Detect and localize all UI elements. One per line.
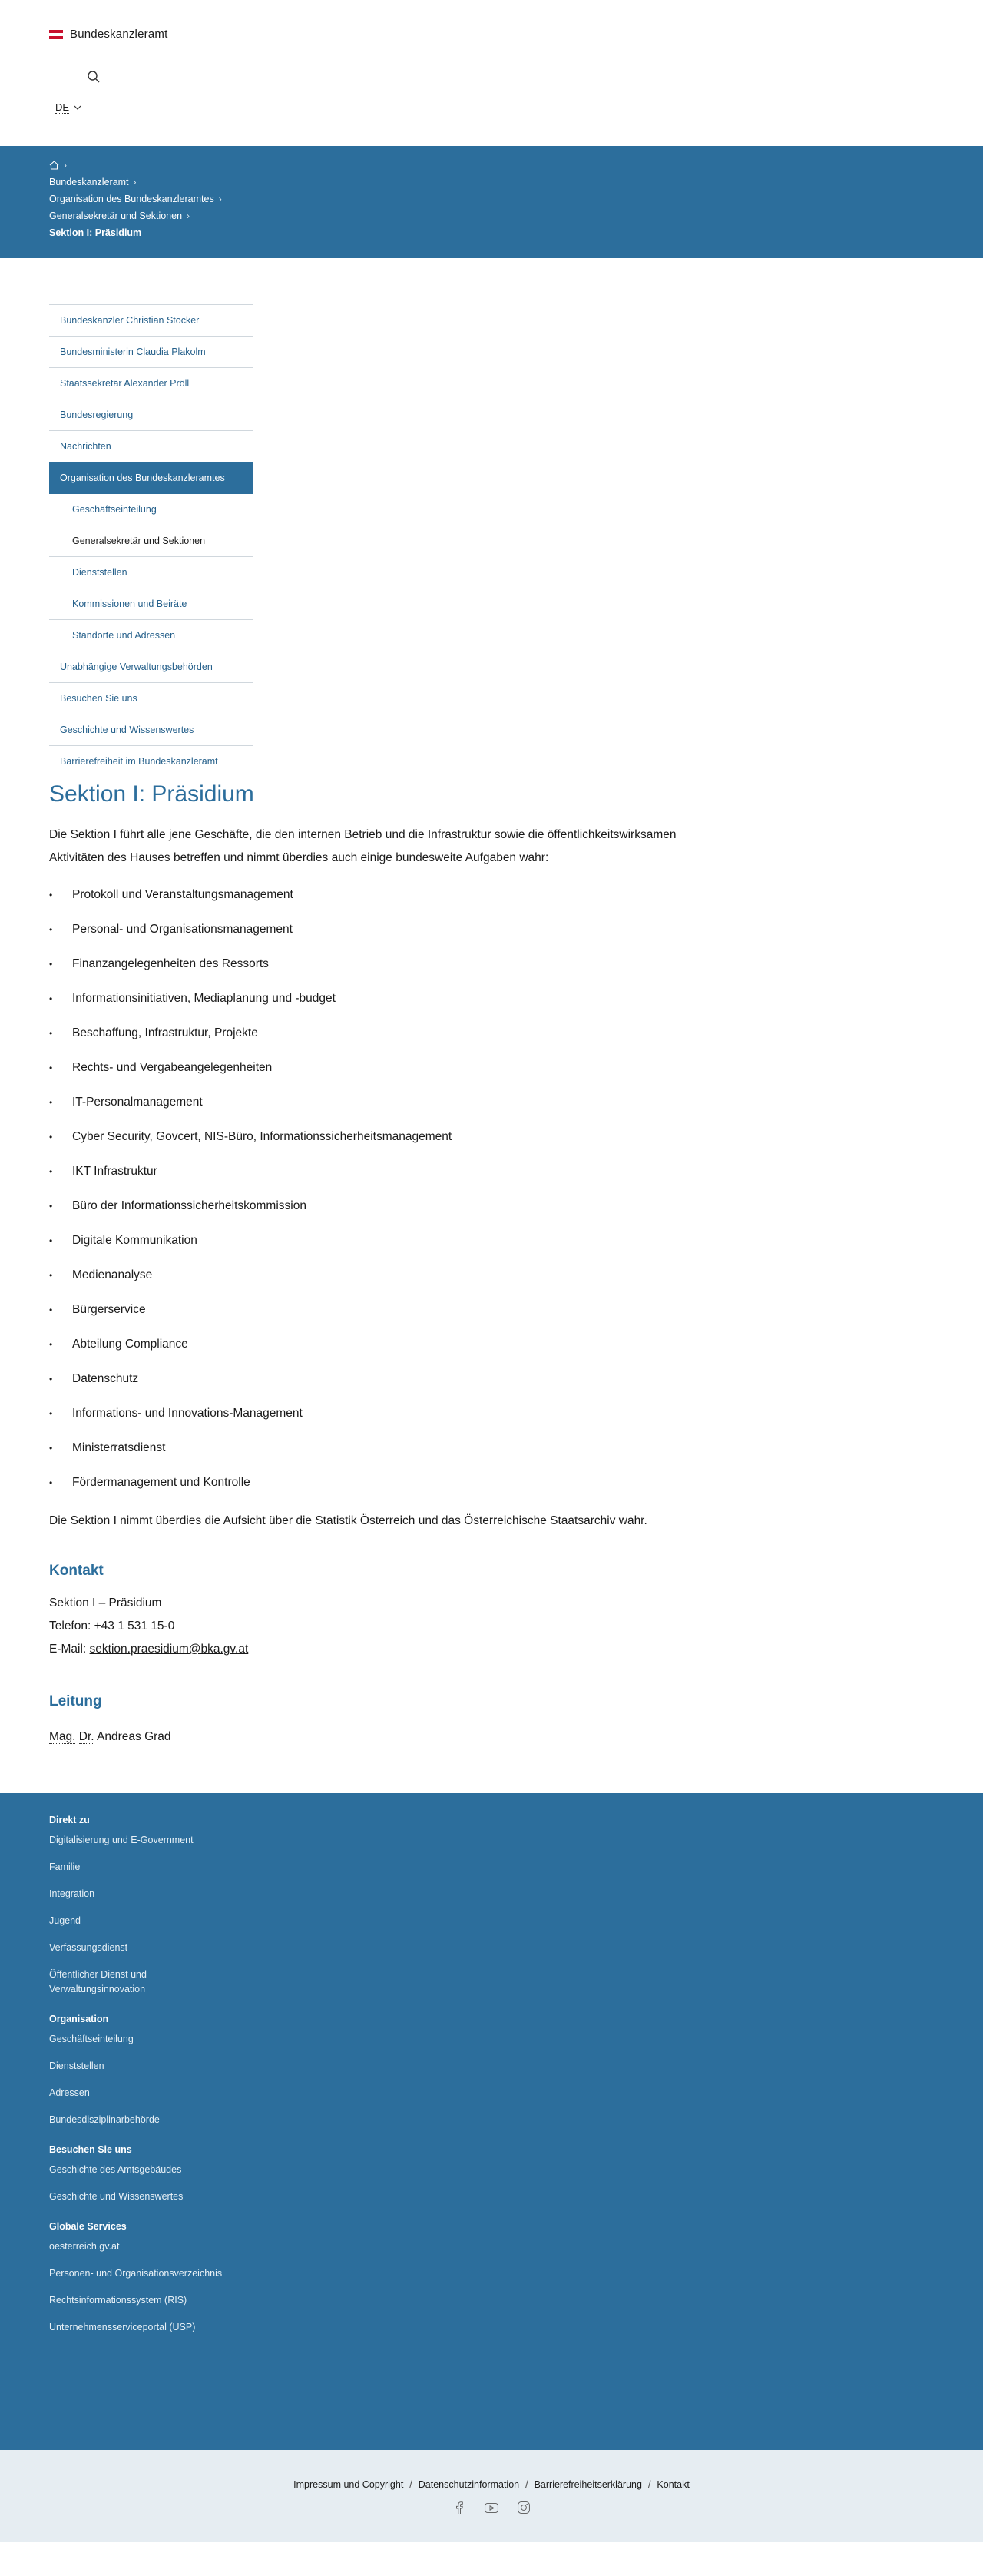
footer-link[interactable]: Personen- und Organisationsverzeichnis xyxy=(49,2268,223,2279)
leader-title: Mag. xyxy=(49,1730,76,1743)
legal-link[interactable]: Barrierefreiheitserklärung xyxy=(534,2479,642,2490)
leader xyxy=(49,1727,694,1747)
contact-email-link[interactable]: sektion.praesidium@bka.gv.at xyxy=(89,1643,249,1656)
footer-link[interactable]: oesterreich.gv.at xyxy=(49,2241,120,2252)
footer-link[interactable]: Integration xyxy=(49,1888,95,1899)
list-item: • Informationsinitiativen, Mediaplanung und -budget xyxy=(49,990,694,1025)
sidenav-item[interactable]: Nachrichten xyxy=(49,431,253,462)
footer-group-heading: Globale Services xyxy=(49,2221,127,2232)
contact-name: Sektion I – Präsidium xyxy=(49,1596,162,1610)
footer-link[interactable]: Jugend xyxy=(49,1915,81,1926)
footer-link[interactable]: Digitalisierung und E-Government xyxy=(49,1835,194,1845)
list-item: • Abteilung Compliance xyxy=(49,1336,694,1371)
intro-text: Die Sektion I führt alle jene Geschäfte, die den internen Betrieb und die Infrastruktur sowie die öffentlichkeitswirksamen Aktivitäten des Hauses betreffen und nimmt überdies auch einige bundesweite Aufgaben wahr: xyxy=(49,828,677,864)
list-item: • Informations- und Innovations-Management xyxy=(49,1405,694,1440)
legal-link[interactable]: Impressum und Copyright xyxy=(293,2479,404,2490)
list-item: • Fördermanagement und Kontrolle xyxy=(49,1474,694,1509)
language-switcher[interactable] xyxy=(55,101,81,114)
sidenav-subitem[interactable]: Standorte und Adressen xyxy=(49,620,253,651)
outro-text: Die Sektion I nimmt überdies die Aufsicht über die Statistik Österreich und das Österreichische Staatsarchiv wahr. xyxy=(49,1514,647,1527)
list-item: • Datenschutz xyxy=(49,1371,694,1405)
task-list xyxy=(49,887,694,1509)
sidenav-item[interactable]: Geschichte und Wissenswertes xyxy=(49,714,253,746)
sidenav-item-active[interactable]: Organisation des Bundeskanzleramtes xyxy=(49,462,253,494)
contact-email-line xyxy=(49,1638,694,1661)
list-item: • Bürgerservice xyxy=(49,1301,694,1336)
list-item: • IKT Infrastruktur xyxy=(49,1163,694,1198)
list-item: • Beschaffung, Infrastruktur, Projekte xyxy=(49,1025,694,1059)
language-code: DE xyxy=(55,101,70,113)
list-item: • Cyber Security, Govcert, NIS-Büro, Informationssicherheitsmanagement xyxy=(49,1129,694,1163)
site-logo[interactable] xyxy=(49,28,167,41)
footer-link[interactable]: Adressen xyxy=(49,2087,90,2098)
list-item: • Finanzangelegenheiten des Ressorts xyxy=(49,956,694,990)
sidenav-subitem[interactable]: Geschäftseinteilung xyxy=(49,494,253,525)
separator: / xyxy=(409,2479,412,2490)
breadcrumb-link[interactable]: Bundeskanzleramt xyxy=(49,177,129,187)
footer-link[interactable]: Verfassungsdienst xyxy=(49,1942,128,1953)
side-navigation xyxy=(49,304,253,777)
sidenav-item[interactable]: Bundeskanzler Christian Stocker xyxy=(49,305,253,337)
social-links xyxy=(0,2501,983,2515)
leadership-heading: Leitung xyxy=(49,1693,102,1709)
separator: / xyxy=(647,2479,651,2490)
search-icon xyxy=(87,70,101,84)
list-item: • Ministerratsdienst xyxy=(49,1440,694,1474)
list-item: • Digitale Kommunikation xyxy=(49,1232,694,1267)
contact-heading: Kontakt xyxy=(49,1563,104,1579)
chevron-down-icon xyxy=(74,104,81,111)
list-item: • Personal- und Organisationsmanagement xyxy=(49,921,694,956)
contact-email-prefix: E-Mail: xyxy=(49,1643,90,1656)
footer-link[interactable]: Geschichte und Wissenswertes xyxy=(49,2191,184,2202)
footer-link[interactable]: Geschäftseinteilung xyxy=(49,2034,134,2044)
breadcrumb-link[interactable]: Organisation des Bundeskanzleramtes xyxy=(49,194,214,204)
sidenav-subitem[interactable]: Dienststellen xyxy=(49,557,253,588)
separator: / xyxy=(525,2479,528,2490)
logo-text: Bundeskanzleramt xyxy=(70,28,168,41)
site-header xyxy=(0,0,983,146)
footer-group-heading: Besuchen Sie uns xyxy=(49,2144,132,2155)
footer-link[interactable]: Geschichte des Amtsgebäudes xyxy=(49,2164,182,2175)
breadcrumb-current-label: Sektion I: Präsidium xyxy=(49,227,142,238)
leader-title: Dr. xyxy=(78,1730,94,1743)
footer-group-services xyxy=(49,2221,983,2335)
breadcrumb-item[interactable] xyxy=(49,174,983,191)
contact-block xyxy=(49,1592,694,1661)
contact-phone: Telefon: +43 1 531 15-0 xyxy=(49,1620,175,1633)
sidenav-item[interactable]: Staatssekretär Alexander Pröll xyxy=(49,368,253,399)
footer xyxy=(0,1793,983,2450)
breadcrumb-current xyxy=(49,224,983,241)
sidenav-item[interactable]: Barrierefreiheit im Bundeskanzleramt xyxy=(49,746,253,777)
footer-group-direkt xyxy=(49,1815,983,1997)
footer-link[interactable]: Öffentlicher Dienst und Verwaltungsinnovation xyxy=(49,1969,147,1994)
leader-name: Andreas Grad xyxy=(97,1730,171,1743)
sidenav-item[interactable]: Unabhängige Verwaltungsbehörden xyxy=(49,651,253,683)
footer-group-heading: Direkt zu xyxy=(49,1815,90,1825)
home-icon xyxy=(49,161,59,170)
footer-group-besuchen xyxy=(49,2144,983,2204)
footer-link[interactable]: Bundesdisziplinarbehörde xyxy=(49,2114,160,2125)
breadcrumb xyxy=(0,146,983,258)
footer-group-organisation xyxy=(49,2014,983,2127)
sidenav-item[interactable]: Bundesministerin Claudia Plakolm xyxy=(49,337,253,368)
footer-link[interactable]: Familie xyxy=(49,1862,81,1872)
sidenav-subitem-current[interactable]: Generalsekretär und Sektionen xyxy=(49,525,253,557)
list-item: • IT-Personalmanagement xyxy=(49,1094,694,1129)
austria-flag-icon xyxy=(49,30,63,39)
page-title: Sektion I: Präsidium xyxy=(49,781,254,807)
breadcrumb-link[interactable]: Generalsekretär und Sektionen xyxy=(49,211,183,221)
breadcrumb-item[interactable] xyxy=(49,207,983,224)
footer-group-heading: Organisation xyxy=(49,2014,109,2024)
breadcrumb-item[interactable] xyxy=(49,191,983,207)
instagram-icon[interactable] xyxy=(517,2501,531,2515)
footer-link[interactable]: Dienststellen xyxy=(49,2060,104,2071)
list-item: • Medienanalyse xyxy=(49,1267,694,1301)
search-button[interactable] xyxy=(84,68,103,86)
legal-link[interactable]: Kontakt xyxy=(657,2479,690,2490)
footer-link[interactable]: Unternehmensserviceportal (USP) xyxy=(49,2322,196,2332)
chevron-right-icon: › xyxy=(133,177,137,187)
chevron-right-icon: › xyxy=(64,160,67,171)
youtube-icon[interactable] xyxy=(485,2501,498,2515)
sidenav-item[interactable]: Besuchen Sie uns xyxy=(49,683,253,714)
sidenav-subitem[interactable]: Kommissionen und Beiräte xyxy=(49,588,253,620)
list-item: • Rechts- und Vergabeangelegenheiten xyxy=(49,1059,694,1094)
breadcrumb-home[interactable] xyxy=(49,157,983,174)
sub-footer xyxy=(0,2450,983,2542)
sidenav-item[interactable]: Bundesregierung xyxy=(49,399,253,431)
chevron-right-icon: › xyxy=(187,211,190,221)
chevron-right-icon: › xyxy=(218,194,222,204)
list-item: • Protokoll und Veranstaltungsmanagement xyxy=(49,887,694,921)
main-content xyxy=(49,779,694,1747)
legal-link[interactable]: Datenschutzinformation xyxy=(418,2479,520,2490)
list-item: • Büro der Informationssicherheitskommission xyxy=(49,1198,694,1232)
footer-link[interactable]: Rechtsinformationssystem (RIS) xyxy=(49,2295,187,2306)
facebook-icon[interactable] xyxy=(452,2501,466,2515)
legal-links xyxy=(0,2479,983,2490)
